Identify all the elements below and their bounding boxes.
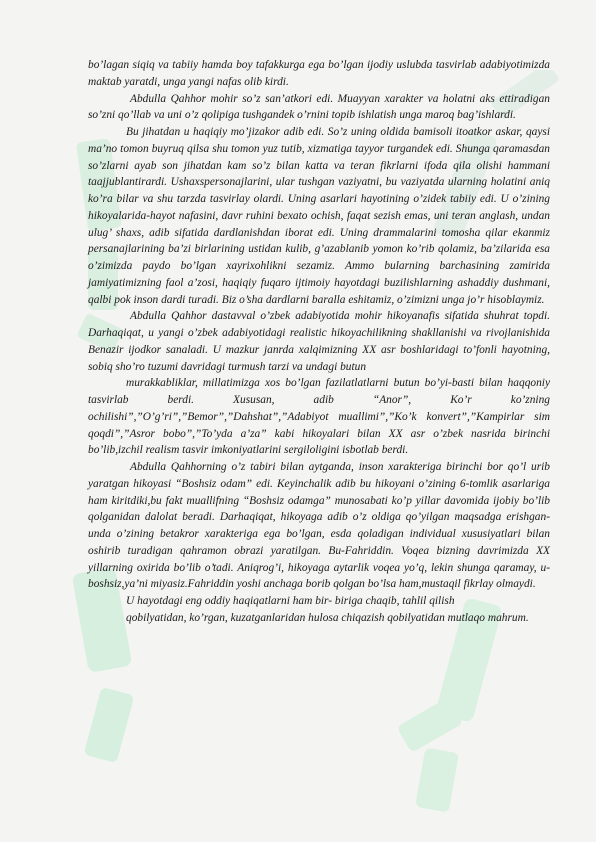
paragraph-3: Bu jihatdan u haqiqiy mo’jizakor adib edi. So’z uning oldida bamisoli itoatkor askar, qaysi ma’no tomon buyruq qilsa shu tomon yuz tutib, xizmatiga tayyor turgandek edi. Shunga qaramasdan so’zlarni ayab son jihatdan kam so’z bilan katta va teran fikrlarni ifoda qila olishi hammani taajjublantirardi. Ushaxspersonajlarini, ular tushgan vaziyatni, bu vaziyatda ularning holatini aniq ko’ra bilar va shu tarzda tasvirlay olardi. Uning asarlari hayotining o’zidek tabiiy edi. U o’zining hikoyalarida-hayot nafasini, davr ruhini bexato ochish, faqat sezish emas, uni teran anglash, undan ulug’ shaxs, adib sifatida dardlanishdan iborat edi. Uning drammalarini tomosha qilar ekanmiz persanajlarining ba’zi birlarining ustidan kulib, g’azablanib yomon ko’rib qolamiz, ba’zilarida esa o’zimizda paydo bo’lgan xayrixohlikni sezamiz. Ammo bularning barchasining zamirida jamiyatimizning faol a’zosi, haqiqiy fuqaro ijtimoiy hayotdagi buzilishlarning ashaddiy dushmani, qalbi pok inson dardi turadi. Biz o’sha dardlarni baralla eshitamiz, o’zimizni unga jo’r hisoblaymiz.: [88, 126, 550, 306]
paragraph-1: bo’lagan siqiq va tabiiy hamda boy tafakkurga ega bo’lgan ijodiy uslubda tasvirlab adabiyotimizda maktab yaratdi, unga yangi nafas olib kirdi.: [88, 59, 550, 88]
paragraph-4: Abdulla Qahhor dastavval o’zbek adabiyotida mohir hikoyanafis sifatida shuhrat topdi. Darhaqiqat, u yangi o’zbek adabiyotidagi realistic hikoyachilikning shakllanishi va rivojlanishida Benazir ijodkor sanaladi. U mazkur janrda xalqimizning XX asr boshlaridagi to’fonli hayotning, sobiq sho’ro tuzumi davridagi turmush tarzi va undagi butun: [88, 310, 550, 373]
paragraph-7: U hayotdagi eng oddiy haqiqatlarni ham bir- biriga chaqib, tahlil qilish: [126, 595, 455, 607]
document-body: [88, 57, 550, 627]
paragraph-6: Abdulla Qahhorning o’z tabiri bilan aytganda, inson xarakteriga birinchi bor qo’l urib yaratgan hikoyasi “Boshsiz odam” edi. Keyinchalik adib bu hikoyani o’zining 6-tomlik asarlariga ham kiritdiki,bu fakt muallifning “Boshsiz odamga” munosabati ko’p yillar davomida ijobiy bo’lib qolganidan dalolat beradi. Darhaqiqat, hikoyaga adib o’z oldiga qo’yilgan maqsadga erishgan-unda o’zining betakror xarakteriga ega bo’lgan, esda qoladigan individual xususiyatlari bilan oshirib turadigan qahramon obrazi yaratilgan. Bu-Fahriddin. Voqea bizning davrimizda XX yillarning oxirida bo’lib o’tadi. Aniqrog’i, hikoyaga aytarlik voqea yo’q, lekin shunga qaramay, u- boshsiz,ya’ni miyasiz.Fahriddin yoshi anchaga borib qolgan bo’lsa ham,mustaqil fikrlay olmaydi.: [88, 461, 550, 591]
paragraph-2: Abdulla Qahhor mohir so’z san’atkori edi. Muayyan xarakter va holatni aks ettiradigan so’zni qo’llab va uni o’z qolipiga tushgandek o’rnini topib ishlatish unga maroq bag’ishlardi.: [88, 92, 550, 122]
paragraph-8: qobilyatidan, ko’rgan, kuzatganlaridan hulosa chiqazish qobilyatidan mutlaqo mahrum.: [126, 611, 529, 624]
paragraph-5: murakkabliklar, millatimizga xos bo’lgan fazilatlatlarni butun bo’yi-basti bilan haqqoniy tasvirlab berdi. Xususan, adib “Anor”, Ko’r ko’zning ochilishi”,”O’g’ri”,”Bemor”,”Dahshat”,”Adabiyot muallimi”,”Ko’k konvert”,”Kampirlar sim qoqdi”,”Asror bobo”,”To’yda a’za” kabi hikoyalari bilan XX asr o’zbek nasrida birinchi bo’lib,izchil realism tasvir imkoniyatlarini sergiloligini isbotlab berdi.: [88, 377, 550, 457]
